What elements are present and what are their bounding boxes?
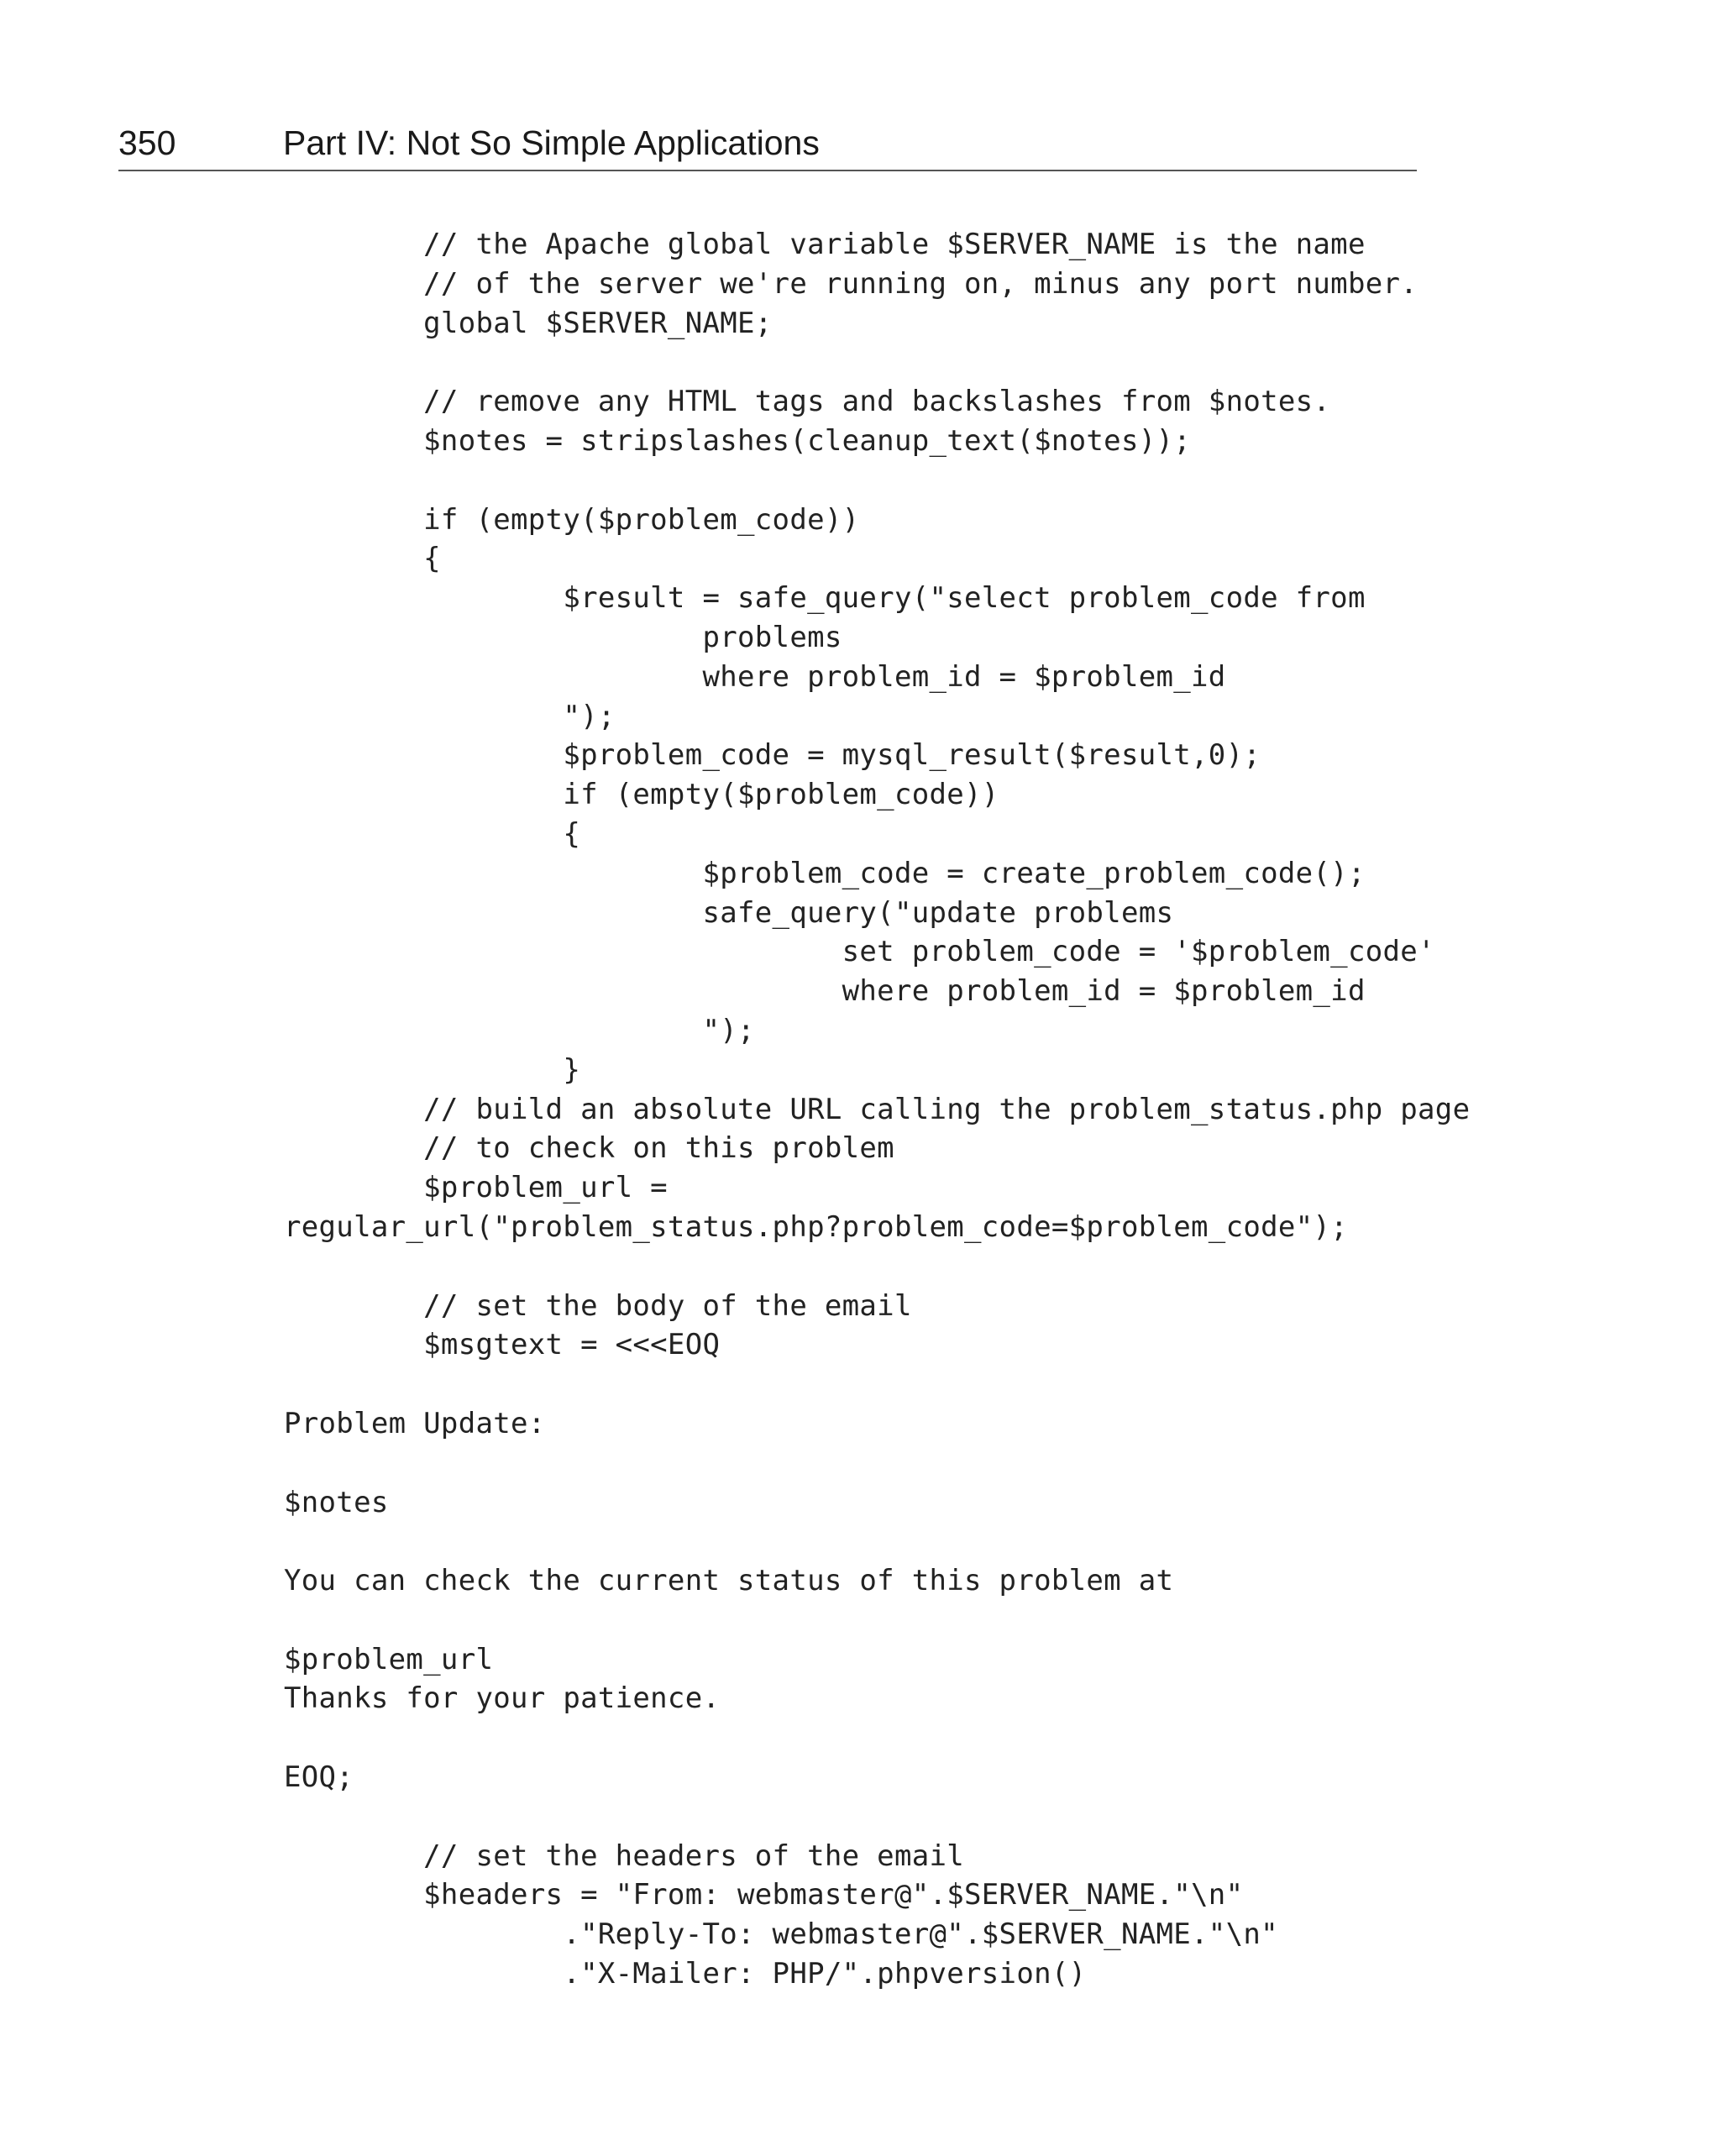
code-line: ."X-Mailer: PHP/".phpversion() xyxy=(284,1957,1087,1991)
code-line: regular_url("problem_status.php?problem_code=$problem_code"); xyxy=(284,1209,1348,1244)
code-line: $notes = stripslashes(cleanup_text($notes)); xyxy=(284,423,1192,458)
code-line: if (empty($problem_code)) xyxy=(284,502,860,537)
code-line: $headers = "From: webmaster@".$SERVER_NAME."\n" xyxy=(284,1878,1244,1912)
code-line: where problem_id = $problem_id xyxy=(284,659,1226,694)
code-line xyxy=(284,1797,1470,1837)
code-line: $msgtext = <<<EOQ xyxy=(284,1328,721,1362)
code-line: "); xyxy=(284,1013,755,1047)
code-line: You can check the current status of this problem at xyxy=(284,1564,1174,1598)
code-line: where problem_id = $problem_id xyxy=(284,974,1366,1009)
code-line xyxy=(284,1247,1470,1287)
code-line: Problem Update: xyxy=(284,1406,546,1440)
code-line: // build an absolute URL calling the problem_status.php page xyxy=(284,1092,1471,1126)
code-line xyxy=(284,461,1470,501)
code-line: if (empty($problem_code)) xyxy=(284,778,999,812)
code-line xyxy=(284,1601,1470,1640)
code-line: "); xyxy=(284,699,616,733)
code-line: safe_query("update problems xyxy=(284,895,1174,930)
code-line: $problem_code = create_problem_code(); xyxy=(284,856,1366,890)
running-header xyxy=(118,119,1417,171)
code-line: $problem_code = mysql_result($result,0); xyxy=(284,738,1261,773)
code-line: $problem_url xyxy=(284,1642,494,1676)
code-line: $problem_url = xyxy=(284,1171,668,1205)
code-line: global $SERVER_NAME; xyxy=(284,306,773,340)
code-line xyxy=(284,1365,1470,1404)
code-line: $result = safe_query("select problem_code from xyxy=(284,581,1366,616)
code-line: { xyxy=(284,542,441,576)
code-line: EOQ; xyxy=(284,1760,354,1795)
code-line: // the Apache global variable $SERVER_NAME is the name xyxy=(284,228,1366,261)
code-line: // of the server we're running on, minus any port number. xyxy=(284,266,1418,301)
code-line: $notes xyxy=(284,1485,389,1519)
code-listing xyxy=(284,225,1470,1994)
code-line: Thanks for your patience. xyxy=(284,1681,721,1716)
code-line: } xyxy=(284,1052,581,1087)
part-title: Part IV: Not So Simple Applications xyxy=(283,123,820,162)
code-line: // set the headers of the email xyxy=(284,1839,965,1873)
code-line xyxy=(284,1522,1470,1561)
code-line: // remove any HTML tags and backslashes from $notes. xyxy=(284,385,1331,419)
code-line: { xyxy=(284,816,581,851)
code-line xyxy=(284,343,1470,382)
code-line: problems xyxy=(284,620,842,654)
code-line: // set the body of the email xyxy=(284,1288,912,1323)
code-line xyxy=(284,1444,1470,1483)
code-line: // to check on this problem xyxy=(284,1131,894,1166)
code-line: set problem_code = '$problem_code' xyxy=(284,935,1435,969)
code-line: ."Reply-To: webmaster@".$SERVER_NAME."\n" xyxy=(284,1917,1278,1952)
code-line xyxy=(284,1718,1470,1758)
page-number: 350 xyxy=(118,123,176,162)
